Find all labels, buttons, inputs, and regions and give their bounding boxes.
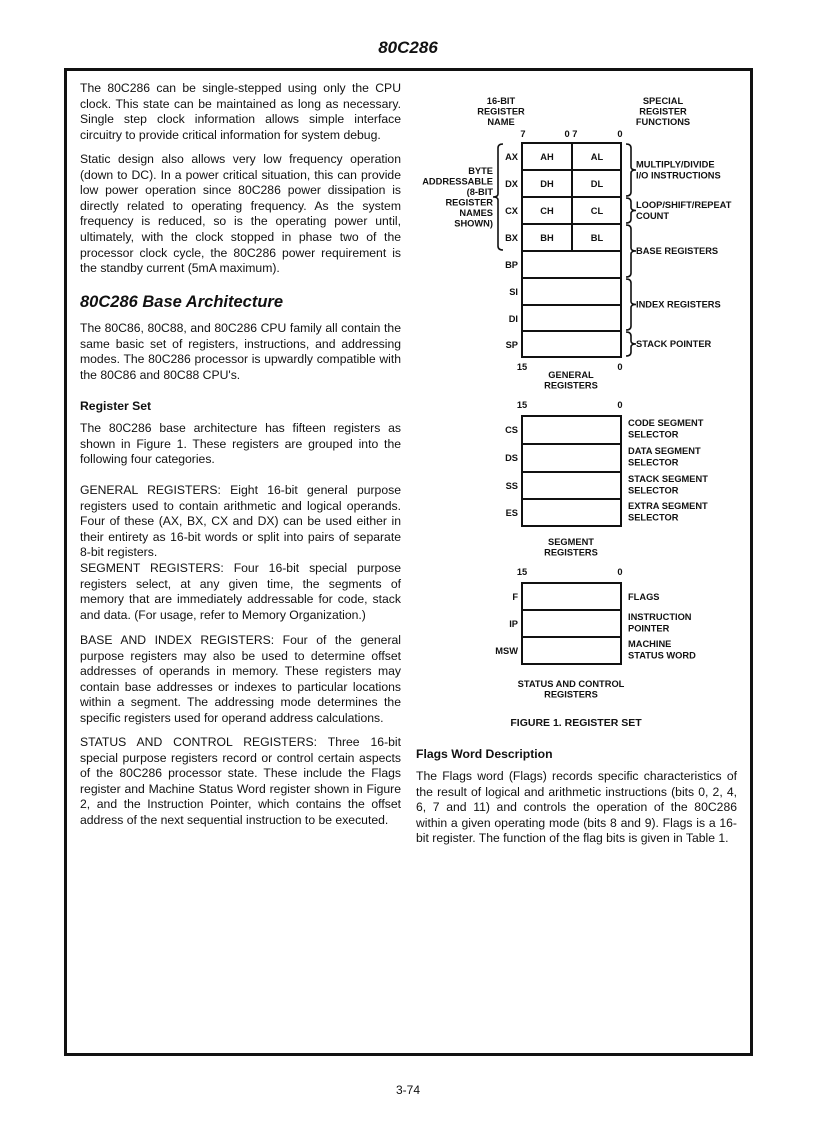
high-byte-label: AH [540,152,554,162]
byte-addressable-label: NAMES [459,208,493,218]
register-name-label: DX [505,179,518,189]
function-brace-icon [626,279,636,330]
register-name-label: DI [508,314,518,324]
register-name-label: BP [505,260,518,270]
bit-label: 7 [520,129,526,139]
register-description: STACK SEGMENT [628,474,708,484]
segment-register-ds [522,444,621,472]
general-register-di [522,305,621,331]
register-description: EXTRA SEGMENT [628,501,708,511]
register-function-label: BASE REGISTERS [636,246,719,256]
general-register-si [522,278,621,305]
register-name-label: SS [505,481,518,491]
high-byte-label: DH [540,179,554,189]
status-register-msw [522,637,621,664]
register-functions-header: SPECIAL [642,96,684,106]
status-register-ip [522,610,621,637]
low-byte-label: DL [590,179,604,189]
register-function-label: I/O INSTRUCTIONS [636,170,721,181]
function-brace-icon [626,225,636,277]
register-description: STATUS WORD [628,650,696,661]
register-name-label: F [512,592,518,602]
byte-addressable-label: SHOWN) [454,218,493,229]
byte-addressable-label: ADDRESSABLE [422,176,493,187]
register-name-label: DS [505,453,518,463]
low-byte-label: BL [590,233,604,243]
register-function-label: MULTIPLY/DIVIDE [636,159,715,170]
register-name-header: REGISTER [477,106,525,117]
register-function-label: INDEX REGISTERS [636,299,721,310]
function-brace-icon [626,332,636,356]
status-control-registers-title: STATUS AND CONTROL [517,679,625,689]
bit-label: 15 [516,567,528,577]
paragraph-static-design: Static design also allows very low frequency operation (down to DC). In a power critical situation, this can provide low power operation since 80C286 power dissipation is directly related to operating frequency. As the system frequency is reduced, so is the operating power until, ultimately, with the clock stopped in phase two of the processor clock cycle, the 80C286 power requirement is the standby current (5mA maximum). [80,152,401,276]
paragraph-flags-word: The Flags word (Flags) records specific characteristics of the result of logical and arithmetic instructions (bits 0, 2, 4, 6, 7 and 11) and controls the operation of the 80C286 within a given operating mode (bits 8 and 9). Flags is a 16-bit register. The function of the flag bits is given in Table 1. [416,769,737,846]
bit-label: 15 [516,362,528,372]
register-functions-header: FUNCTIONS [635,117,691,127]
general-registers-title: REGISTERS [544,380,598,391]
register-description: CODE SEGMENT [628,418,704,428]
register-description: MACHINE [628,639,672,649]
segment-registers-title: REGISTERS [544,547,598,558]
bit-label: 15 [516,400,528,410]
register-name-header: NAME [487,117,515,127]
register-description: INSTRUCTION [628,612,692,622]
byte-addressable-brace-icon [493,144,503,250]
page-number: 3-74 [395,1083,421,1097]
function-brace-icon [626,144,636,196]
byte-addressable-label: (8-BIT [466,187,493,197]
high-byte-label: BH [540,233,554,243]
subheading-register-set: Register Set [80,399,152,413]
low-byte-label: CL [590,206,604,216]
bit-label: 0 [617,567,623,577]
register-name-label: SP [505,340,518,350]
bit-label: 0 [617,362,623,372]
register-functions-header: REGISTER [639,106,687,117]
register-name-label: CS [505,425,518,435]
subheading-flags-word: Flags Word Description [416,747,553,761]
bit-label: 0 [617,129,623,139]
paragraph-segment-registers: SEGMENT REGISTERS: Four 16-bit special purpose registers select, at any given time, the segments of memory that are immediately addressable for code, stack and data. (For usage, refer to Memory Organization.) [80,561,401,622]
byte-addressable-label: BYTE [468,166,493,176]
bit-label: 0 [617,400,623,410]
segment-register-es [522,499,621,526]
high-byte-label: CH [540,206,554,216]
register-name-label: IP [509,619,518,629]
paragraph-base-index-registers: BASE AND INDEX REGISTERS: Four of the general purpose registers may also be used to determine offset addresses of operands in memory. These registers may contain base addresses or indexes to particular locations within a segment. The addressing mode determines the specific registers used for operand address calculations. [80,633,401,725]
register-name-label: BX [505,233,518,243]
low-byte-label: AL [590,152,604,162]
general-register-bp [522,251,621,278]
page-header: 80C286 [378,38,438,57]
register-description: SELECTOR [628,429,679,440]
register-name-label: CX [505,206,518,216]
register-function-label: STACK POINTER [636,339,712,349]
register-function-label: COUNT [636,211,670,221]
segment-register-ss [522,472,621,499]
paragraph-single-step: The 80C286 can be single-stepped using only the CPU clock. This state can be maintained as long as necessary. Single step clock information allows simple interface circuitry to provide critical information for system debug. [80,81,401,142]
general-registers-title: GENERAL [548,370,594,380]
register-description: SELECTOR [628,457,679,468]
register-name-label: MSW [495,646,518,656]
paragraph-register-set: The 80C286 base architecture has fifteen registers as shown in Figure 1. These registers are grouped into the following four categories. [80,421,401,467]
paragraph-status-control-registers: STATUS AND CONTROL REGISTERS: Three 16-bit special purpose registers record or control certain aspects of the 80C286 processor state. These include the Flags register and Machine Status Word register shown in Figure 2, and the Instruction Pointer, which contains the offset address of the next sequential instruction to be executed. [80,735,401,827]
function-brace-icon [626,198,636,223]
figure-caption: FIGURE 1. REGISTER SET [510,717,642,729]
paragraph-general-registers: GENERAL REGISTERS: Eight 16-bit general purpose registers used to contain arithmetic and logical operands. Four of these (AX, BX, CX and DX) can be used either in their entirety as 16-bit words or split into pairs of separate 8-bit registers. [80,483,401,560]
register-description: DATA SEGMENT [628,446,701,456]
register-description: SELECTOR [628,485,679,496]
segment-registers-title: SEGMENT [548,537,594,547]
status-register-f [522,583,621,610]
register-description: SELECTOR [628,512,679,523]
status-control-registers-title: REGISTERS [544,689,598,700]
register-name-header: 16-BIT [486,96,516,106]
register-description: FLAGS [628,592,660,602]
section-heading-base-architecture: 80C286 Base Architecture [80,293,283,311]
register-description: POINTER [628,623,670,634]
register-name-label: SI [509,287,518,297]
byte-addressable-label: REGISTER [445,197,493,208]
bit-label: 0 7 [564,129,578,139]
paragraph-cpu-family: The 80C86, 80C88, and 80C286 CPU family all contain the same basic set of registers, instructions, and addressing modes. The 80C286 processor is upwardly compatible with the 80C86 and 80C88 CPU's. [80,321,401,382]
register-name-label: ES [505,508,518,518]
register-name-label: AX [505,152,518,162]
register-function-label: LOOP/SHIFT/REPEAT [636,200,732,210]
general-register-sp [522,331,621,357]
segment-register-cs [522,416,621,444]
